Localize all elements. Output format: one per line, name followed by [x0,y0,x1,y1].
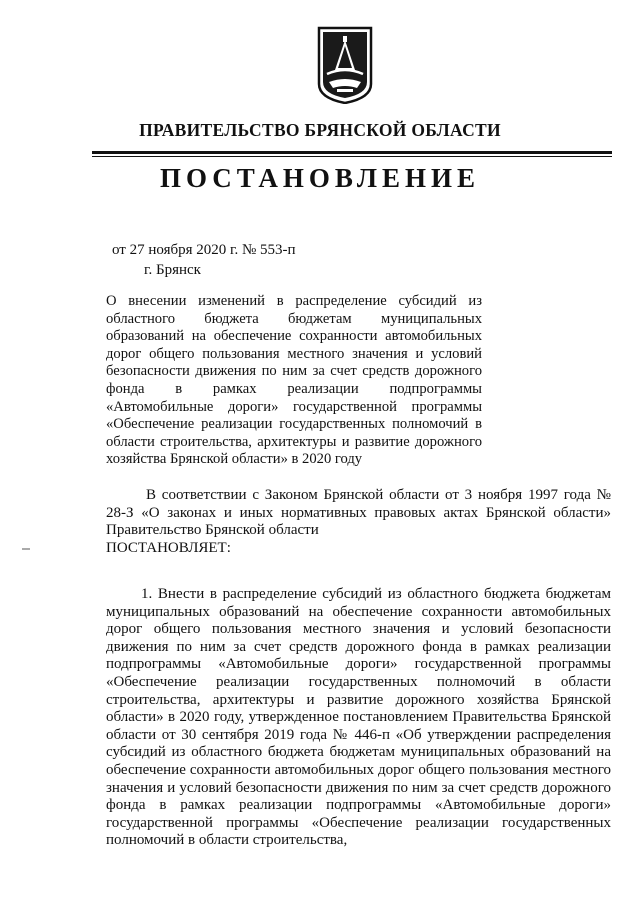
clause-1: 1. Внести в распределение субсидий из областного бюджета бюджетам муниципальных образований на обеспечение сохранности автомобильных дорог общего пользования местного значения и условий безопасности движения по ним за счет средств дорожного фонда в рамках реализации подпрограммы «Автомобильные дороги» государственной программы «Обеспечение реализации государственных полномочий в области строительства, архитектуры и развитие дорожного хозяйства Брянской области» в 2020 году, утвержденное постановлением Правительства Брянской области от 30 сентября 2019 года № 446-п «Об утверждении распределения субсидий из областного бюджета бюджетам муниципальных образований на обеспечение сохранности автомобильных дорог общего пользования местного значения и условий безопасности движения по ним за счет средств дорожного фонда в рамках реализации подпрограммы «Автомобильные дороги» государственной программы «Обеспечение реализации государственных полномочий в области строительства, [106,586,611,849]
date-number: от 27 ноября 2020 г. № 553-п [112,242,296,258]
organization-title: ПРАВИТЕЛЬСТВО БРЯНСКОЙ ОБЛАСТИ [139,120,501,140]
resolves-heading: ПОСТАНОВЛЯЕТ: [106,539,231,556]
document-subject: О внесении изменений в распределение субсидий из областного бюджета бюджетам муниципальных образований на обеспечение сохранности автомобильных дорог общего пользования местного значения и условий безопасности движения по ним за счет средств дорожного фонда в рамках реализации подпрограммы «Автомобильные дороги» государственной программы «Обеспечение реализации государственных полномочий в области строительства, архитектуры и развитие дорожного хозяйства Брянской области» в 2020 году [106,293,482,468]
city: г. Брянск [144,262,201,278]
document-type-title: ПОСТАНОВЛЕНИЕ [159,163,481,193]
header-rule-thin [92,156,612,157]
preamble [106,487,611,557]
header-rule-thick [92,151,612,154]
coat-of-arms-icon [317,26,373,104]
preamble-text: В соответствии с Законом Брянской области от 3 ноября 1997 года № 28-З «О законах и иных нормативных правовых актах Брянской области» Правительство Брянской области [106,487,611,539]
scan-mark [22,548,30,550]
